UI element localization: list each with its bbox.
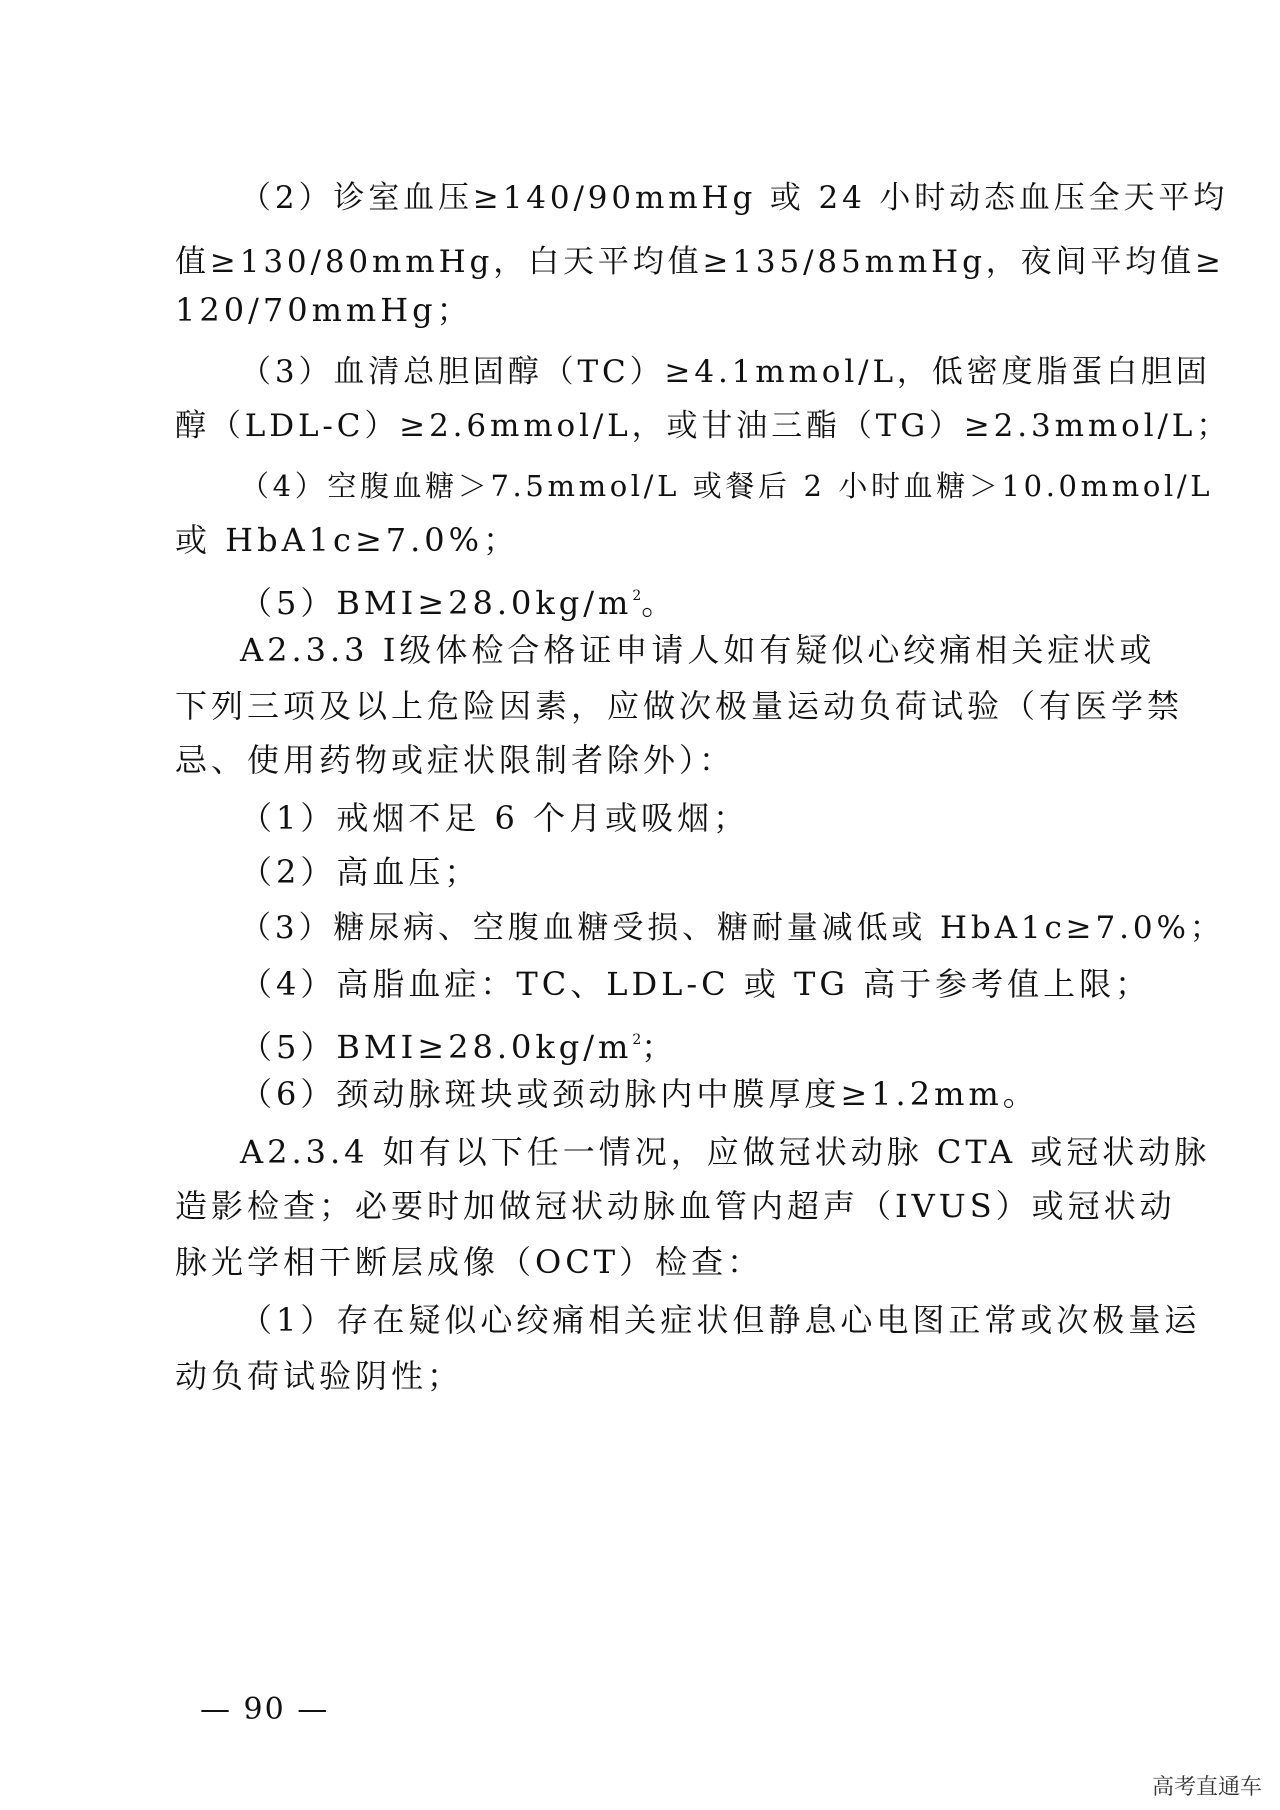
text-line-content: A2.3.4 如有以下任一情况，应做冠状动脉 CTA 或冠状动脉 xyxy=(240,1133,1211,1171)
text-line-content: 值≥130/80mmHg，白天平均值≥135/85mmHg，夜间平均值≥ xyxy=(175,244,1225,280)
text-line-content: 醇（LDL-C）≥2.6mmol/L，或甘油三酯（TG）≥2.3mmol/L； xyxy=(175,408,1232,444)
text-line-content: A2.3.3 Ⅰ级体检合格证申请人如有疑似心绞痛相关症状或 xyxy=(240,631,1156,669)
text-line xyxy=(240,798,1135,838)
text-line xyxy=(240,1020,1135,1067)
text-line xyxy=(175,520,1135,560)
text-line-content: 动负荷试验阴性； xyxy=(175,1357,464,1395)
text-line-content: （2）高血压； xyxy=(240,853,481,891)
text-line xyxy=(175,242,1225,282)
text-line-content: （2）诊室血压≥140/90mmHg 或 24 小时动态血压全天平均 xyxy=(240,180,1229,216)
text-line-content: （3）糖尿病、空腹血糖受损、糖耐量减低或 HbA1c≥7.0%； xyxy=(240,910,1225,946)
text-line-content: 忌、使用药物或症状限制者除外）： xyxy=(175,741,736,779)
text-line xyxy=(175,290,1135,330)
text-line xyxy=(240,630,1156,670)
text-line-content: 造影检查；必要时加做冠状动脉血管内超声（IVUS）或冠状动 xyxy=(175,1187,1176,1225)
text-line xyxy=(175,686,1184,726)
text-line-content: 脉光学相干断层成像（OCT）检查： xyxy=(175,1243,764,1281)
text-line xyxy=(175,1242,1135,1282)
text-line-content: （3）血清总胆固醇（TC）≥4.1mmol/L，低密度脂蛋白胆固 xyxy=(240,354,1211,390)
text-line-content: （6）颈动脉斑块或颈动脉内中膜厚度≥1.2mm。 xyxy=(240,1075,1039,1113)
text-line xyxy=(175,1186,1176,1226)
text-line-content: （1）戒烟不足 6 个月或吸烟； xyxy=(240,799,750,837)
text-line-content: 下列三项及以上危险因素，应做次极量运动负荷试验（有医学禁 xyxy=(175,687,1184,725)
superscript: 2 xyxy=(632,1032,642,1048)
text-line-content: （1）存在疑似心绞痛相关症状但静息心电图正常或次极量运 xyxy=(240,1301,1201,1339)
watermark-text: 高考直通车 xyxy=(1151,1775,1262,1800)
text-line xyxy=(240,1300,1201,1340)
text-line xyxy=(240,1074,1135,1114)
text-line-tail: 。 xyxy=(641,584,678,622)
text-line xyxy=(240,178,1229,218)
superscript: 2 xyxy=(632,588,642,604)
text-line xyxy=(175,740,1135,780)
text-line xyxy=(240,466,1214,506)
text-line xyxy=(240,964,1152,1004)
text-line xyxy=(175,406,1232,446)
text-line xyxy=(175,1356,1135,1396)
text-line-content: （5）BMI≥28.0kg/m xyxy=(240,584,633,622)
text-line xyxy=(240,1132,1211,1172)
page-number: — 90 — xyxy=(200,1692,330,1727)
text-line-content: （5）BMI≥28.0kg/m xyxy=(240,1028,633,1066)
text-line xyxy=(240,908,1225,948)
text-line xyxy=(240,852,1135,892)
text-line-tail: ； xyxy=(641,1028,678,1066)
text-line-content: 或 HbA1c≥7.0%； xyxy=(175,521,520,559)
text-line-content: （4）高脂血症：TC、LDL-C 或 TG 高于参考值上限； xyxy=(240,965,1152,1003)
text-line-content: （4）空腹血糖＞7.5mmol/L 或餐后 2 小时血糖＞10.0mmol/L xyxy=(240,469,1214,503)
text-line xyxy=(240,576,1135,623)
text-line-content: 120/70mmHg； xyxy=(175,291,473,329)
text-line xyxy=(240,352,1211,392)
